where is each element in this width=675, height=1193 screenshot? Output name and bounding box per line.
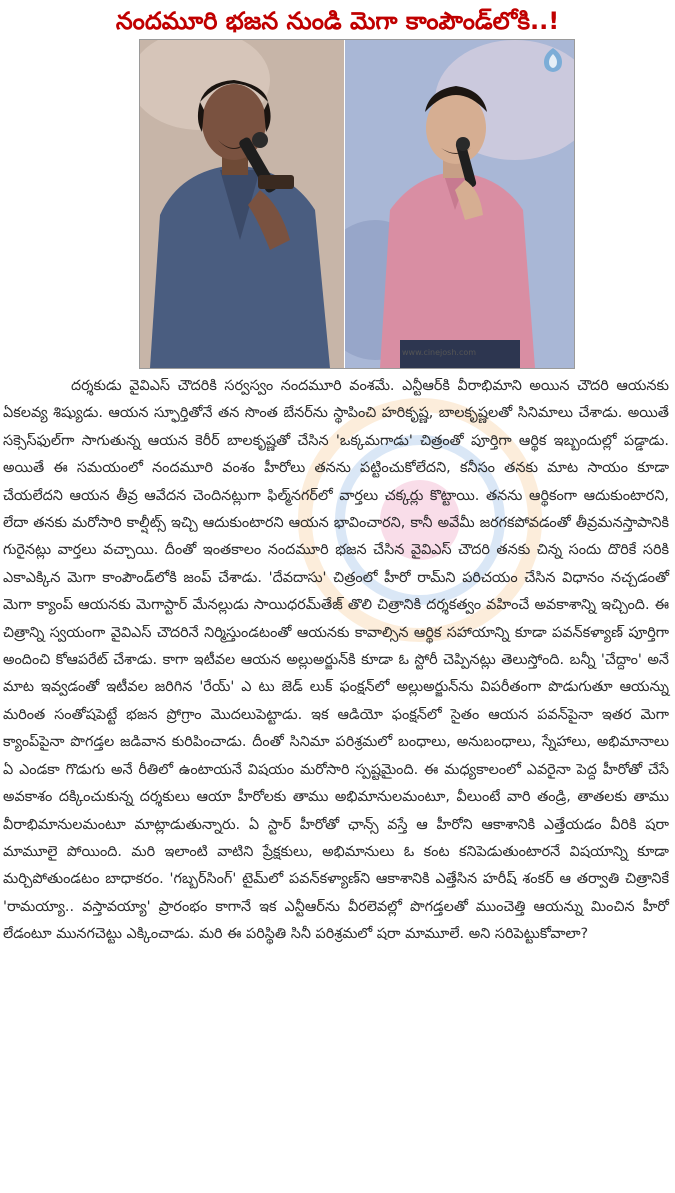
headline: నందమూరి భజన నుండి మెగా కాంపౌండ్‌లోకి..! <box>115 7 560 35</box>
photo-left-person <box>140 40 344 368</box>
photo-watermark: www.cinejosh.com <box>402 348 477 357</box>
article-body <box>3 373 669 949</box>
speaker-left-figure <box>140 40 344 368</box>
speaker-right-figure <box>345 40 574 368</box>
photo-right-person <box>345 40 574 368</box>
article-paragraph: దర్శకుడు వైవిఎస్ చౌదరికి సర్వస్వం నందమూరి వంశమే. ఎన్టీఆర్‌కి వీరాభిమాని అయిన చౌదరి ఆయనకు ఏకలవ్య శిష్యుడు. ఆయన స్ఫూర్తితోనే తన సొంత బేనర్‌ను స్థాపించి హరికృష్ణ, బాలకృష్ణలతో సినిమాలు చేశాడు. అయితే సక్సెస్‌ఫుల్‌గా సాగుతున్న ఆయన కెరీర్ బాలకృష్ణతో చేసిన 'ఒక్కమగాడు' చిత్రంతో పూర్తిగా ఆర్థిక ఇబ్బందుల్లో పడ్డాడు. అయితే ఈ సమయంలో నందమూరి వంశం హీరోలు తనను పట్టించుకోలేదని, కనీసం తనకు మాట సాయం కూడా చేయలేదని ఆయన తీవ్ర ఆవేదన చెందినట్లుగా ఫిల్మ్‌నగర్‌లో వార్తలు చక్కర్లు కొట్టాయి. తనను ఆర్థికంగా ఆదుకుంటారని, లేదా తనకు మరోసారి కాల్షీట్స్ ఇచ్చి ఆదుకుంటారని ఆయన భావించారని, కానీ అవేమీ జరగకపోవడంతో తీవ్రమనస్తాపానికి గురైనట్లు వార్తలు వచ్చాయి. దీంతో ఇంతకాలం నందమూరి భజన చేసిన వైవిఎస్ చౌదరి తనకు చిన్న సందు దొరికే సరికి ఎకాఎక్కిన మెగా కాంపౌండ్‌లోకి జంప్ చేశాడు. 'దేవదాసు' చిత్రంలో హీరో రామ్‌ని పరిచయం చేసిన విధానం నచ్చడంతో మెగా క్యాంప్ ఆయనకు మెగాస్టార్ మేనల్లుడు సాయిధరమ్‌తేజ్ తొలి చిత్రానికి దర్శకత్వం వహించే అవకాశాన్ని ఇచ్చింది. ఈ చిత్రాన్ని స్వయంగా వైవిఎస్ చౌదరినే నిర్మిస్తుండటంతో ఆయనకు కావాల్సిన ఆర్థిక సహాయాన్ని కూడా పవన్‌కళ్యాణ్ పూర్తిగా అందించి కోఆపరేట్ చేశాడు. కాగా ఇటీవల ఆయన అల్లుఅర్జున్‌కి కూడా ఓ స్టోరీ చెప్పినట్లు తెలుస్తోంది. బన్నీ 'చేద్దాం' అనే మాట ఇవ్వడంతో ఇటీవల జరిగిన 'రేయ్' ఎ టు జెడ్ లుక్ ఫంక్షన్‌లో అల్లుఅర్జున్‌ను విపరీతంగా పొడుగుతూ ఆయన్ను మరింత సంతోషపెట్టే భజన ప్రోగ్రాం మొదలుపెట్టాడు. ఇక ఆడియో ఫంక్షన్‌లో సైతం ఆయన పవన్‌పైనా ఇతర మెగా క్యాంప్‌పైనా పొగడ్తల జడివాన కురిపించాడు. దీంతో సినిమా పరిశ్రమలో బంధాలు, అనుబంధాలు, స్నేహాలు, అభిమానాలు ఏ ఎండకా గొడుగు అనే రీతిలో ఉంటాయనే విషయం మరోసారి స్పష్టమైంది. ఈ మధ్యకాలంలో ఎవరైనా పెద్ద హీరోతో చేసే అవకాశం దక్కించుకున్న దర్శకులు ఆయా హీరోలకు తాము అభిమానులమంటూ, వీలుంటే వారి తండ్రి, తాతలకు తాము వీరాభిమానులమంటూ మాట్లాడుతున్నారు. ఏ స్టార్ హీరోతో ఛాన్స్ వస్తే ఆ హీరోని ఆకాశానికి ఎత్తేయడం వీరికి షరా మామూలై పోయింది. మరి ఇలాంటి వాటిని ప్రేక్షకులు, అభిమానులు ఓ కంట కనిపెడుతుంటారనే విషయాన్ని కూడా మర్చిపోతుండటం బాధాకరం. 'గబ్బర్‌సింగ్' టైమ్‌లో పవన్‌కళ్యాణ్‌ని ఆకాశానికి ఎత్తేసిన హరీష్ శంకర్ ఆ తర్వాతి చిత్రానికే 'రామయ్యా.. వస్తావయ్యా' ప్రారంభం కాగానే ఇక ఎన్టీఆర్‌ను వీరలెవల్లో పొగడ్తలతో ముంచెత్తి ఆయన్ను మించిన హీరో లేడంటూ మునగచెట్టు ఎక్కించాడు. మరి ఈ పరిస్థితి సినీ పరిశ్రమలో షరా మామూలే. అని సరిపెట్టుకోవాలా? <box>3 378 669 943</box>
site-logo-icon <box>540 46 566 74</box>
article-photo <box>139 39 575 369</box>
